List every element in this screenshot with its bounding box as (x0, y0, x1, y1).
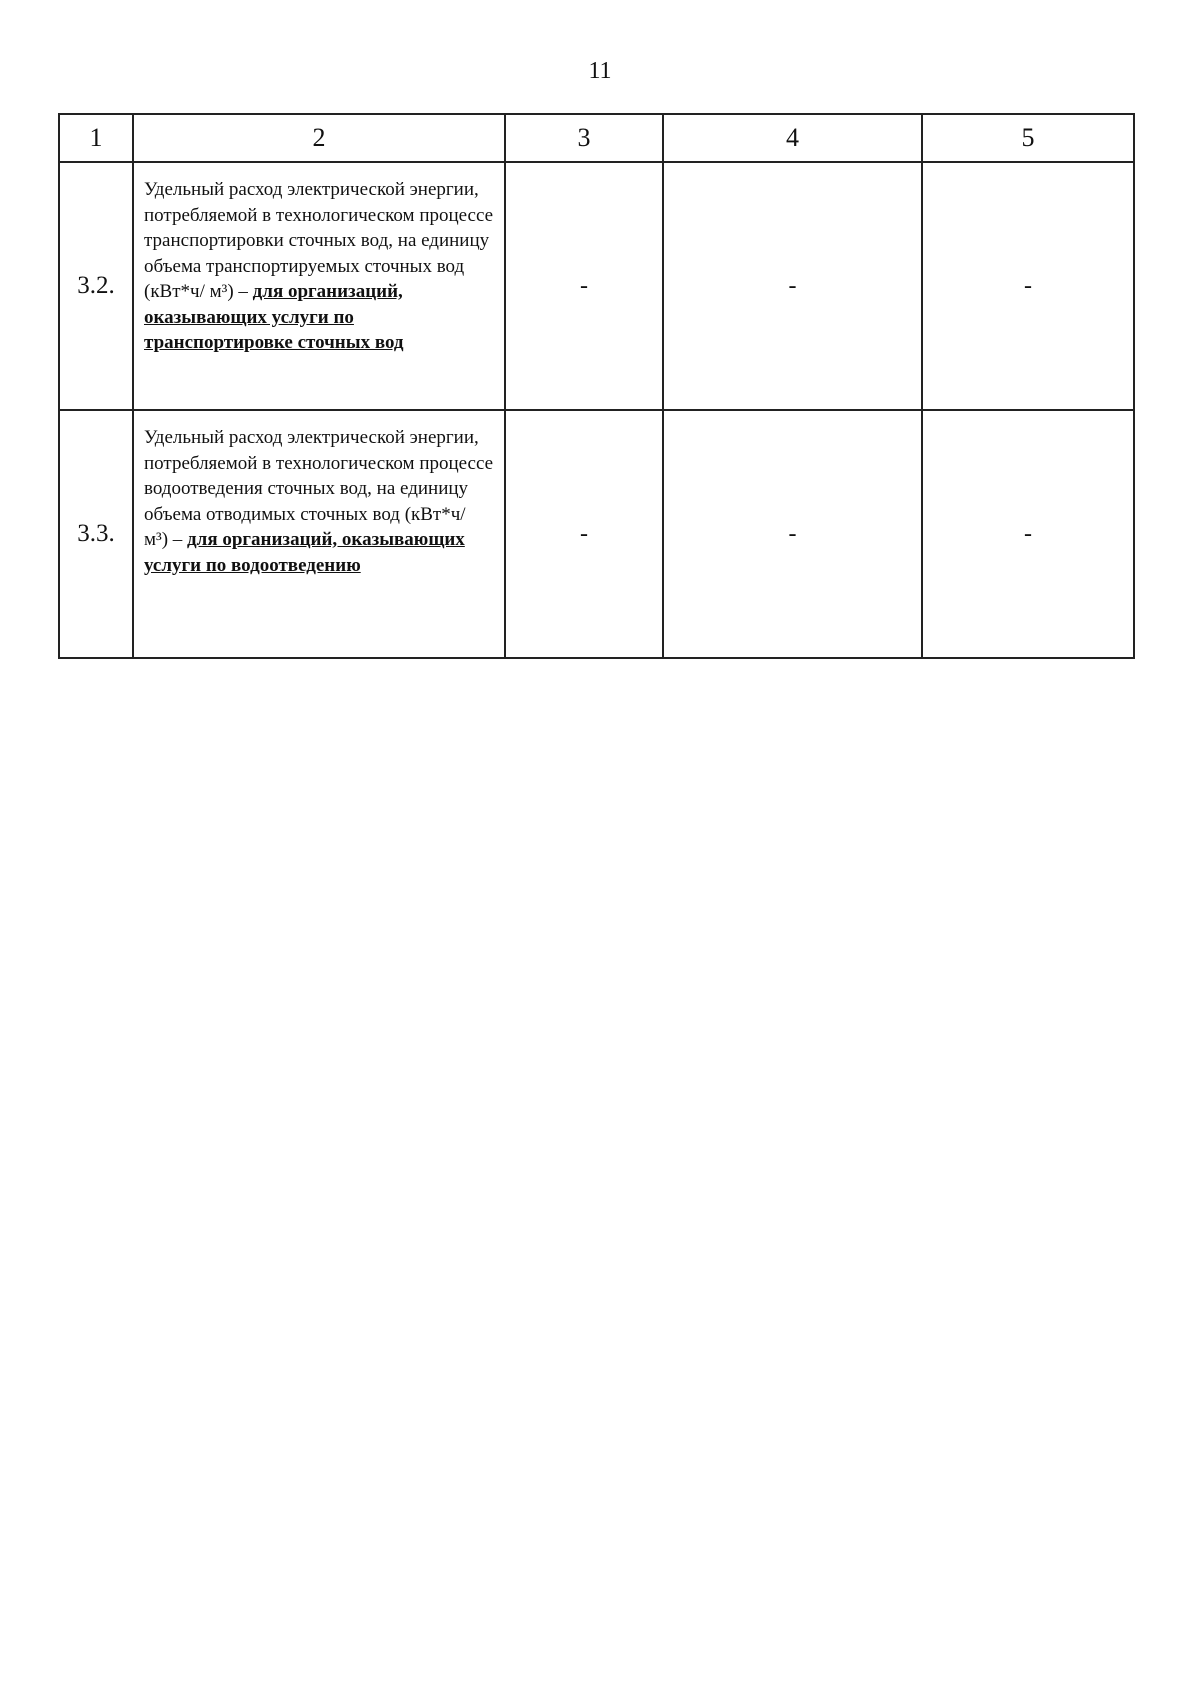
page-number: 11 (588, 58, 612, 84)
header-col-1: 1 (59, 114, 133, 162)
header-col-3: 3 (505, 114, 663, 162)
value-col-5: - (922, 162, 1134, 410)
description-text: Удельный расход электрической энергии, потребляемой в технологическом процессе водоотведения сточных вод, на единицу объема отводимых сточных вод (кВт*ч/ м³) – (144, 427, 494, 550)
header-col-4: 4 (663, 114, 922, 162)
value-col-3: - (505, 162, 663, 410)
row-description (133, 162, 505, 410)
value-col-4: - (663, 410, 922, 658)
table-row (59, 162, 1134, 410)
indicators-table (58, 113, 1135, 659)
table-header-row (59, 114, 1134, 162)
row-description (133, 410, 505, 658)
description-text: Удельный расход электрической энергии, потребляемой в технологическом процессе транспортировки сточных вод, на единицу объема транспортируемых сточных вод (кВт*ч/ м³) – (144, 179, 494, 302)
value-col-3: - (505, 410, 663, 658)
description-underlined-text: для организаций, оказывающих услуги по транспортировке сточных вод (144, 281, 404, 353)
row-number: 3.3. (59, 410, 133, 658)
value-col-5: - (922, 410, 1134, 658)
value-col-4: - (663, 162, 922, 410)
description-underlined-text: для организаций, оказывающих услуги по водоотведению (144, 529, 465, 576)
row-number: 3.2. (59, 162, 133, 410)
table-row (59, 410, 1134, 658)
header-col-2: 2 (133, 114, 505, 162)
header-col-5: 5 (922, 114, 1134, 162)
